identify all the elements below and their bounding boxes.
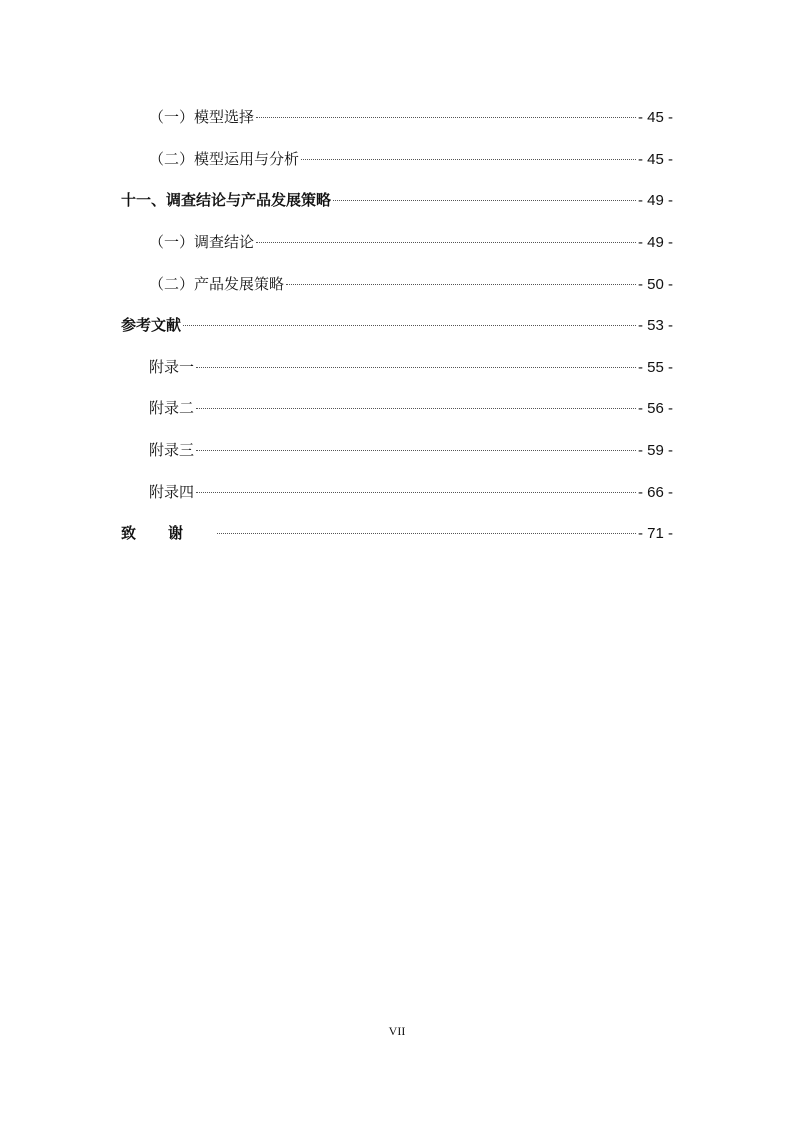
toc-entry-page: - 56 - bbox=[637, 400, 673, 417]
toc-entry-model-selection[interactable] bbox=[149, 105, 673, 129]
toc-entry-survey-conclusion[interactable] bbox=[149, 230, 673, 254]
toc-entry-appendix-2[interactable] bbox=[149, 396, 673, 420]
toc-leader-dots bbox=[196, 450, 636, 451]
toc-entry-appendix-4[interactable] bbox=[149, 480, 673, 504]
toc-entry-title: 附录四 bbox=[149, 483, 195, 501]
toc-entry-title: 附录三 bbox=[149, 441, 195, 459]
toc-entry-title: 十一、调查结论与产品发展策略 bbox=[121, 191, 332, 209]
toc-entry-title: 附录二 bbox=[149, 399, 195, 417]
toc-entry-references[interactable] bbox=[121, 313, 673, 337]
toc-leader-dots bbox=[333, 200, 636, 201]
toc-entry-title: （二）模型运用与分析 bbox=[149, 150, 300, 168]
toc-leader-dots bbox=[286, 284, 636, 285]
toc-entry-acknowledgements[interactable] bbox=[121, 521, 673, 545]
toc-leader-dots bbox=[301, 159, 636, 160]
toc-leader-dots bbox=[217, 533, 636, 534]
toc-leader-dots bbox=[196, 492, 636, 493]
toc-leader-dots bbox=[183, 325, 636, 326]
toc-entry-chapter-11[interactable] bbox=[121, 188, 673, 212]
toc-leader-dots bbox=[196, 367, 636, 368]
toc-entry-page: - 66 - bbox=[637, 484, 673, 501]
toc-leader-dots bbox=[256, 242, 636, 243]
toc-entry-product-strategy[interactable] bbox=[149, 272, 673, 296]
toc-entry-appendix-1[interactable] bbox=[149, 355, 673, 379]
toc-entry-page: - 55 - bbox=[637, 359, 673, 376]
toc-entry-page: - 50 - bbox=[637, 276, 673, 293]
toc-entry-model-application[interactable] bbox=[149, 147, 673, 171]
toc-entry-page: - 45 - bbox=[637, 109, 673, 126]
toc-entry-appendix-3[interactable] bbox=[149, 438, 673, 462]
toc-entry-page: - 49 - bbox=[637, 234, 673, 251]
toc-entry-page: - 49 - bbox=[637, 192, 673, 209]
toc-entry-title: （一）调查结论 bbox=[149, 233, 255, 251]
toc-entry-title: 参考文献 bbox=[121, 316, 182, 334]
toc-entry-page: - 53 - bbox=[637, 317, 673, 334]
page-number: VII bbox=[388, 1024, 406, 1038]
toc-entry-title: 致谢 bbox=[121, 524, 216, 542]
toc-entry-title: （二）产品发展策略 bbox=[149, 275, 285, 293]
toc-entry-page: - 45 - bbox=[637, 151, 673, 168]
toc-entry-title: （一）模型选择 bbox=[149, 108, 255, 126]
toc-entry-page: - 71 - bbox=[637, 525, 673, 542]
toc-leader-dots bbox=[196, 408, 636, 409]
toc-entry-page: - 59 - bbox=[637, 442, 673, 459]
toc-leader-dots bbox=[256, 117, 636, 118]
toc-entry-title: 附录一 bbox=[149, 358, 195, 376]
